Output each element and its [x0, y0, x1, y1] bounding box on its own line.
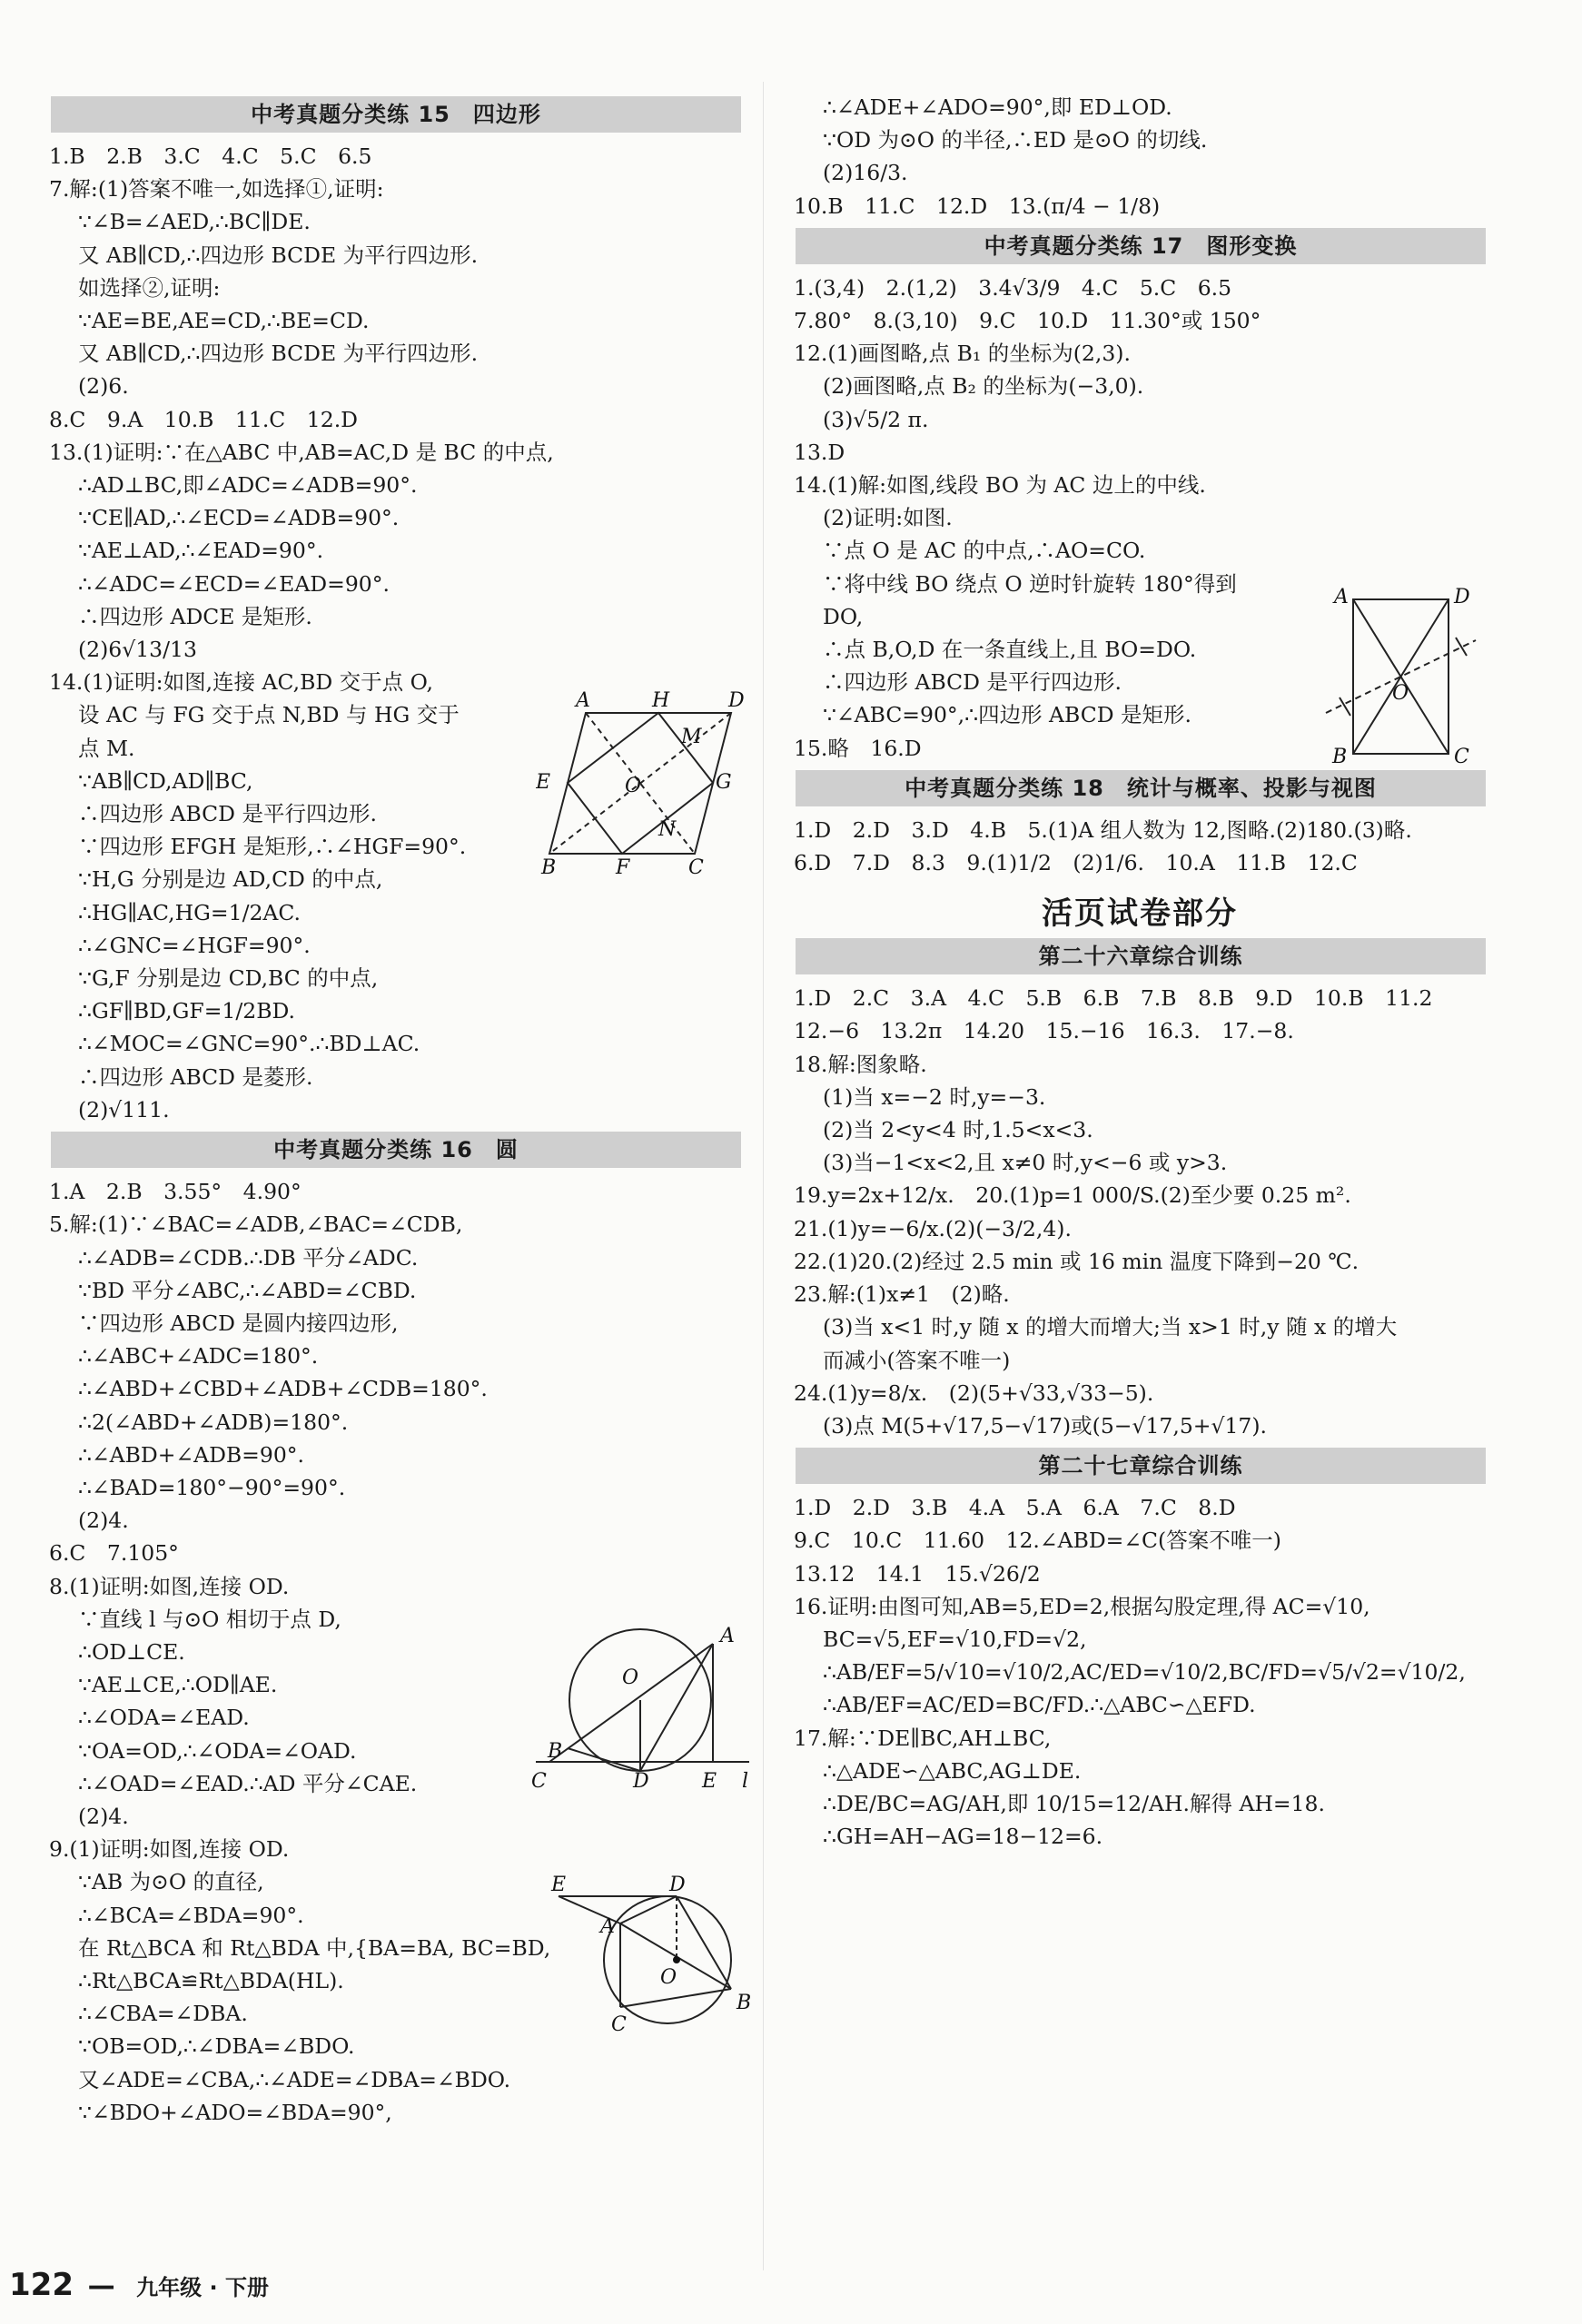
figure-label: H — [652, 689, 670, 712]
answer-line: (2)6. — [78, 373, 129, 400]
answer-line: ∴HG∥AC,HG=1/2AC. — [78, 899, 302, 925]
answer-line: 18.解:图象略. — [794, 1051, 927, 1077]
figure-label: G — [716, 771, 732, 794]
answer-line: ∵OA=OD,∴∠ODA=∠OAD. — [78, 1737, 357, 1764]
page-number: 122 — [9, 2267, 74, 2303]
section-banner: 第二十七章综合训练 — [796, 1448, 1486, 1484]
answer-line: 19.y=2x+12/x. 20.(1)p=1 000/S.(2)至少要 0.25 m². — [794, 1182, 1351, 1209]
answer-line: 15.略 16.D — [794, 735, 922, 761]
figure-label: A — [576, 689, 590, 712]
answer-line: 23.解:(1)x≠1 (2)略. — [794, 1281, 1010, 1308]
figure-label: B — [1332, 746, 1348, 768]
answer-line: ∵AE⊥AD,∴∠EAD=90°. — [78, 538, 324, 564]
answer-line: (2)当 2<y<4 时,1.5<x<3. — [823, 1117, 1093, 1143]
figure-label: B — [541, 856, 557, 879]
footer-dash: — — [87, 2270, 115, 2302]
answer-line: 21.(1)y=−6/x.(2)(−3/2,4). — [794, 1215, 1072, 1241]
answer-line: ∴四边形 ADCE 是矩形. — [78, 603, 312, 629]
answer-line: 1.D 2.D 3.D 4.B 5.(1)A 组人数为 12,图略.(2)180.(3)略. — [794, 816, 1412, 843]
answer-line: ∴AB/EF=AC/ED=BC/FD.∴△ABC∽△EFD. — [823, 1692, 1256, 1718]
figure-label: D — [1454, 586, 1470, 608]
answer-line: (2)16/3. — [823, 160, 908, 186]
answer-line: 22.(1)20.(2)经过 2.5 min 或 16 min 温度下降到−20 ℃. — [794, 1248, 1360, 1274]
answer-line: ∴∠ODA=∠EAD. — [78, 1705, 250, 1731]
answer-line: ∵H,G 分别是边 AD,CD 的中点, — [78, 866, 383, 893]
answer-line: ∴∠ABC+∠ADC=180°. — [78, 1343, 319, 1370]
answer-line: ∴∠ABD+∠CBD+∠ADB+∠CDB=180°. — [78, 1376, 488, 1402]
answer-line: ∵四边形 EFGH 是矩形,∴∠HGF=90°. — [78, 834, 467, 860]
answer-line: 如选择②,证明: — [78, 274, 221, 301]
answer-line: 1.(3,4) 2.(1,2) 3.4√3/9 4.C 5.C 6.5 — [794, 274, 1232, 301]
answer-line: 又 AB∥CD,∴四边形 BCDE 为平行四边形. — [78, 242, 479, 268]
answer-line: ∴Rt△BCA≌Rt△BDA(HL). — [78, 1967, 344, 1993]
answer-line: ∵∠B=∠AED,∴BC∥DE. — [78, 209, 311, 235]
answer-line: ∴∠OAD=∠EAD.∴AD 平分∠CAE. — [78, 1770, 418, 1796]
answer-line: ∴GF∥BD,GF=1/2BD. — [78, 998, 295, 1024]
answer-line: (3)当 x<1 时,y 随 x 的增大而增大;当 x>1 时,y 随 x 的增大 — [823, 1314, 1398, 1340]
figure-label: C — [611, 2013, 627, 2034]
left-column — [45, 91, 763, 2129]
figure-label: A — [720, 1626, 735, 1647]
page-footer — [9, 2267, 269, 2303]
figure-label: F — [616, 856, 630, 879]
figure-label: D — [633, 1770, 649, 1793]
answer-line: ∵点 O 是 AC 的中点,∴AO=CO. — [823, 538, 1146, 564]
answer-line: ∴∠GNC=∠HGF=90°. — [78, 932, 311, 958]
answer-line: (3)当−1<x<2,且 x≠0 时,y<−6 或 y>3. — [823, 1150, 1228, 1176]
figure-label: E — [536, 771, 551, 794]
figure-label: C — [688, 856, 704, 879]
answer-line: (2)画图略,点 B₂ 的坐标为(−3,0). — [823, 373, 1144, 400]
answer-line: DO, — [823, 603, 864, 629]
answer-line: ∴∠CBA=∠DBA. — [78, 2001, 248, 2027]
answer-line: 1.B 2.B 3.C 4.C 5.C 6.5 — [49, 143, 372, 169]
answer-line: ∵AE=BE,AE=CD,∴BE=CD. — [78, 308, 370, 334]
answer-line: ∴∠BAD=180°−90°=90°. — [78, 1474, 346, 1500]
section-banner: 中考真题分类练 15 四边形 — [51, 96, 741, 133]
answer-line: ∵OB=OD,∴∠DBA=∠BDO. — [78, 2033, 355, 2060]
answer-line: 13.(1)证明:∵在△ABC 中,AB=AC,D 是 BC 的中点, — [49, 439, 554, 465]
answer-line: ∵G,F 分别是边 CD,BC 的中点, — [78, 965, 379, 992]
answer-line: (2)√111. — [78, 1096, 170, 1122]
answer-line: (2)4. — [78, 1803, 129, 1829]
figure-label: O — [1392, 682, 1409, 705]
answer-line: ∵BD 平分∠ABC,∴∠ABD=∠CBD. — [78, 1277, 417, 1303]
answer-line: 5.解:(1)∵∠BAC=∠ADB,∠BAC=∠CDB, — [49, 1211, 463, 1238]
answer-line: 17.解:∵DE∥BC,AH⊥BC, — [794, 1725, 1052, 1751]
answer-line: 13.D — [794, 439, 845, 465]
answer-line: ∴AD⊥BC,即∠ADC=∠ADB=90°. — [78, 472, 418, 499]
answer-line: 又∠ADE=∠CBA,∴∠ADE=∠DBA=∠BDO. — [78, 2066, 511, 2092]
rhombus-figure — [536, 681, 754, 881]
figure-label: N — [658, 818, 677, 841]
answer-line: 在 Rt△BCA 和 Rt△BDA 中,{BA=BA, BC=BD, — [78, 1934, 551, 1961]
answer-line: ∴2(∠ABD+∠ADB)=180°. — [78, 1409, 349, 1435]
answer-line: ∵AE⊥CE,∴OD∥AE. — [78, 1672, 278, 1698]
answer-line: BC=√5,EF=√10,FD=√2, — [823, 1626, 1087, 1652]
answer-line: ∵OD 为⊙O 的半径,∴ED 是⊙O 的切线. — [823, 127, 1208, 153]
answer-line: 6.C 7.105° — [49, 1540, 179, 1567]
answer-line: ∴四边形 ABCD 是平行四边形. — [823, 669, 1122, 696]
answer-line: 6.D 7.D 8.3 9.(1)1/2 (2)1/6. 10.A 11.B 12.C — [794, 850, 1358, 876]
answer-line: ∵∠BDO+∠ADO=∠BDA=90°, — [78, 2099, 392, 2125]
answer-line: 而减小(答案不唯一) — [823, 1347, 1011, 1373]
answer-line: 1.A 2.B 3.55° 4.90° — [49, 1179, 302, 1205]
answer-line: 设 AC 与 FG 交于点 N,BD 与 HG 交于 — [78, 702, 460, 728]
answer-line: ∴∠ADE+∠ADO=90°,即 ED⊥OD. — [823, 94, 1172, 120]
figure-label: A — [600, 1915, 615, 1938]
grade-label: 九年级 · 下册 — [136, 2275, 269, 2300]
answer-line: (2)证明:如图. — [823, 505, 953, 531]
answer-line: 14.(1)解:如图,线段 BO 为 AC 边上的中线. — [794, 472, 1206, 499]
answer-line: ∴OD⊥CE. — [78, 1638, 185, 1665]
answer-line: ∴点 B,O,D 在一条直线上,且 BO=DO. — [823, 637, 1197, 663]
answer-line: ∴DE/BC=AG/AH,即 10/15=12/AH.解得 AH=18. — [823, 1790, 1325, 1816]
answer-line: (3)√5/2 π. — [823, 406, 929, 432]
answer-line: ∵CE∥AD,∴∠ECD=∠ADB=90°. — [78, 505, 400, 531]
answer-line: ∴∠ADC=∠ECD=∠EAD=90°. — [78, 570, 390, 597]
circle-diameter-figure — [549, 1871, 758, 2034]
circle-tangent-figure — [531, 1626, 758, 1798]
answer-line: (2)4. — [78, 1508, 129, 1534]
answer-line: ∴∠BCA=∠BDA=90°. — [78, 1902, 304, 1928]
figure-label: O — [660, 1966, 677, 1989]
answer-line: ∴∠ADB=∠CDB.∴DB 平分∠ADC. — [78, 1244, 419, 1271]
answer-line: 13.12 14.1 15.√26/2 — [794, 1560, 1041, 1587]
answer-line: 12.(1)画图略,点 B₁ 的坐标为(2,3). — [794, 341, 1131, 367]
section-banner: 中考真题分类练 16 圆 — [51, 1132, 741, 1168]
answer-line: ∴∠MOC=∠GNC=90°.∴BD⊥AC. — [78, 1031, 420, 1057]
answer-line: 7.解:(1)答案不唯一,如选择①,证明: — [49, 176, 384, 203]
answer-line: 9.C 10.C 11.60 12.∠ABD=∠C(答案不唯一) — [794, 1528, 1281, 1554]
figure-label: A — [1334, 586, 1349, 608]
answer-line: ∵AB∥CD,AD∥BC, — [78, 767, 253, 794]
answer-line: 点 M. — [78, 735, 135, 761]
answer-line: 1.D 2.C 3.A 4.C 5.B 6.B 7.B 8.B 9.D 10.B 11.2 — [794, 985, 1433, 1012]
answer-line: 8.(1)证明:如图,连接 OD. — [49, 1573, 290, 1599]
figure-label: E — [702, 1770, 717, 1793]
figure-label: B — [548, 1740, 563, 1763]
answer-line: 9.(1)证明:如图,连接 OD. — [49, 1836, 290, 1863]
answer-line: 16.证明:由图可知,AB=5,ED=2,根据勾股定理,得 AC=√10, — [794, 1593, 1370, 1619]
answer-line: 又 AB∥CD,∴四边形 BCDE 为平行四边形. — [78, 341, 479, 367]
answer-line: ∵∠ABC=90°,∴四边形 ABCD 是矩形. — [823, 702, 1191, 728]
figure-label: l — [742, 1770, 749, 1793]
answer-line: (3)点 M(5+√17,5−√17)或(5−√17,5+√17). — [823, 1412, 1267, 1439]
figure-label: D — [728, 689, 745, 712]
column-divider — [763, 82, 764, 2270]
answer-line: ∴GH=AH−AG=18−12=6. — [823, 1824, 1103, 1850]
answer-line: 14.(1)证明:如图,连接 AC,BD 交于点 O, — [49, 669, 434, 696]
answer-line: 10.B 11.C 12.D 13.(π/4 − 1/8) — [794, 193, 1161, 219]
answer-line: 24.(1)y=8/x. (2)(5+√33,√33−5). — [794, 1380, 1154, 1406]
answer-line: ∴AB/EF=5/√10=√10/2,AC/ED=√10/2,BC/FD=√5/√2=√10/2, — [823, 1659, 1466, 1686]
figure-label: C — [531, 1770, 547, 1793]
section-banner: 第二十六章综合训练 — [796, 938, 1486, 974]
figure-label: D — [669, 1874, 686, 1896]
answer-line: (2)6√13/13 — [78, 637, 197, 663]
answer-line: 1.D 2.D 3.B 4.A 5.A 6.A 7.C 8.D — [794, 1495, 1236, 1521]
answer-line: ∴∠ABD+∠ADB=90°. — [78, 1441, 304, 1468]
answer-line: ∵直线 l 与⊙O 相切于点 D, — [78, 1606, 341, 1632]
answer-line: ∵将中线 BO 绕点 O 逆时针旋转 180°得到 — [823, 570, 1237, 597]
answer-line: ∴四边形 ABCD 是菱形. — [78, 1063, 313, 1090]
figure-label: O — [622, 1666, 639, 1689]
figure-label: E — [551, 1874, 567, 1896]
section-banner: 中考真题分类练 17 图形变换 — [796, 228, 1486, 264]
answer-line: ∵AB 为⊙O 的直径, — [78, 1869, 264, 1895]
figure-label: O — [625, 775, 642, 797]
right-column — [790, 91, 1508, 1853]
figure-label: B — [737, 1992, 752, 2014]
answer-line: 8.C 9.A 10.B 11.C 12.D — [49, 406, 359, 432]
answer-line: 7.80° 8.(3,10) 9.C 10.D 11.30°或 150° — [794, 308, 1261, 334]
section-title: 活页试卷部分 — [1042, 895, 1238, 933]
answer-line: ∴四边形 ABCD 是平行四边形. — [78, 801, 377, 827]
answer-line: ∴△ADE∽△ABC,AG⊥DE. — [823, 1757, 1082, 1784]
answer-line: 12.−6 13.2π 14.20 15.−16 16.3. 17.−8. — [794, 1018, 1294, 1044]
answer-line: (1)当 x=−2 时,y=−3. — [823, 1083, 1046, 1110]
figure-label: M — [681, 726, 702, 748]
section-banner: 中考真题分类练 18 统计与概率、投影与视图 — [796, 770, 1486, 806]
figure-label: C — [1454, 746, 1469, 768]
answer-line: ∵四边形 ABCD 是圆内接四边形, — [78, 1310, 399, 1336]
rectangle-figure — [1321, 581, 1503, 772]
